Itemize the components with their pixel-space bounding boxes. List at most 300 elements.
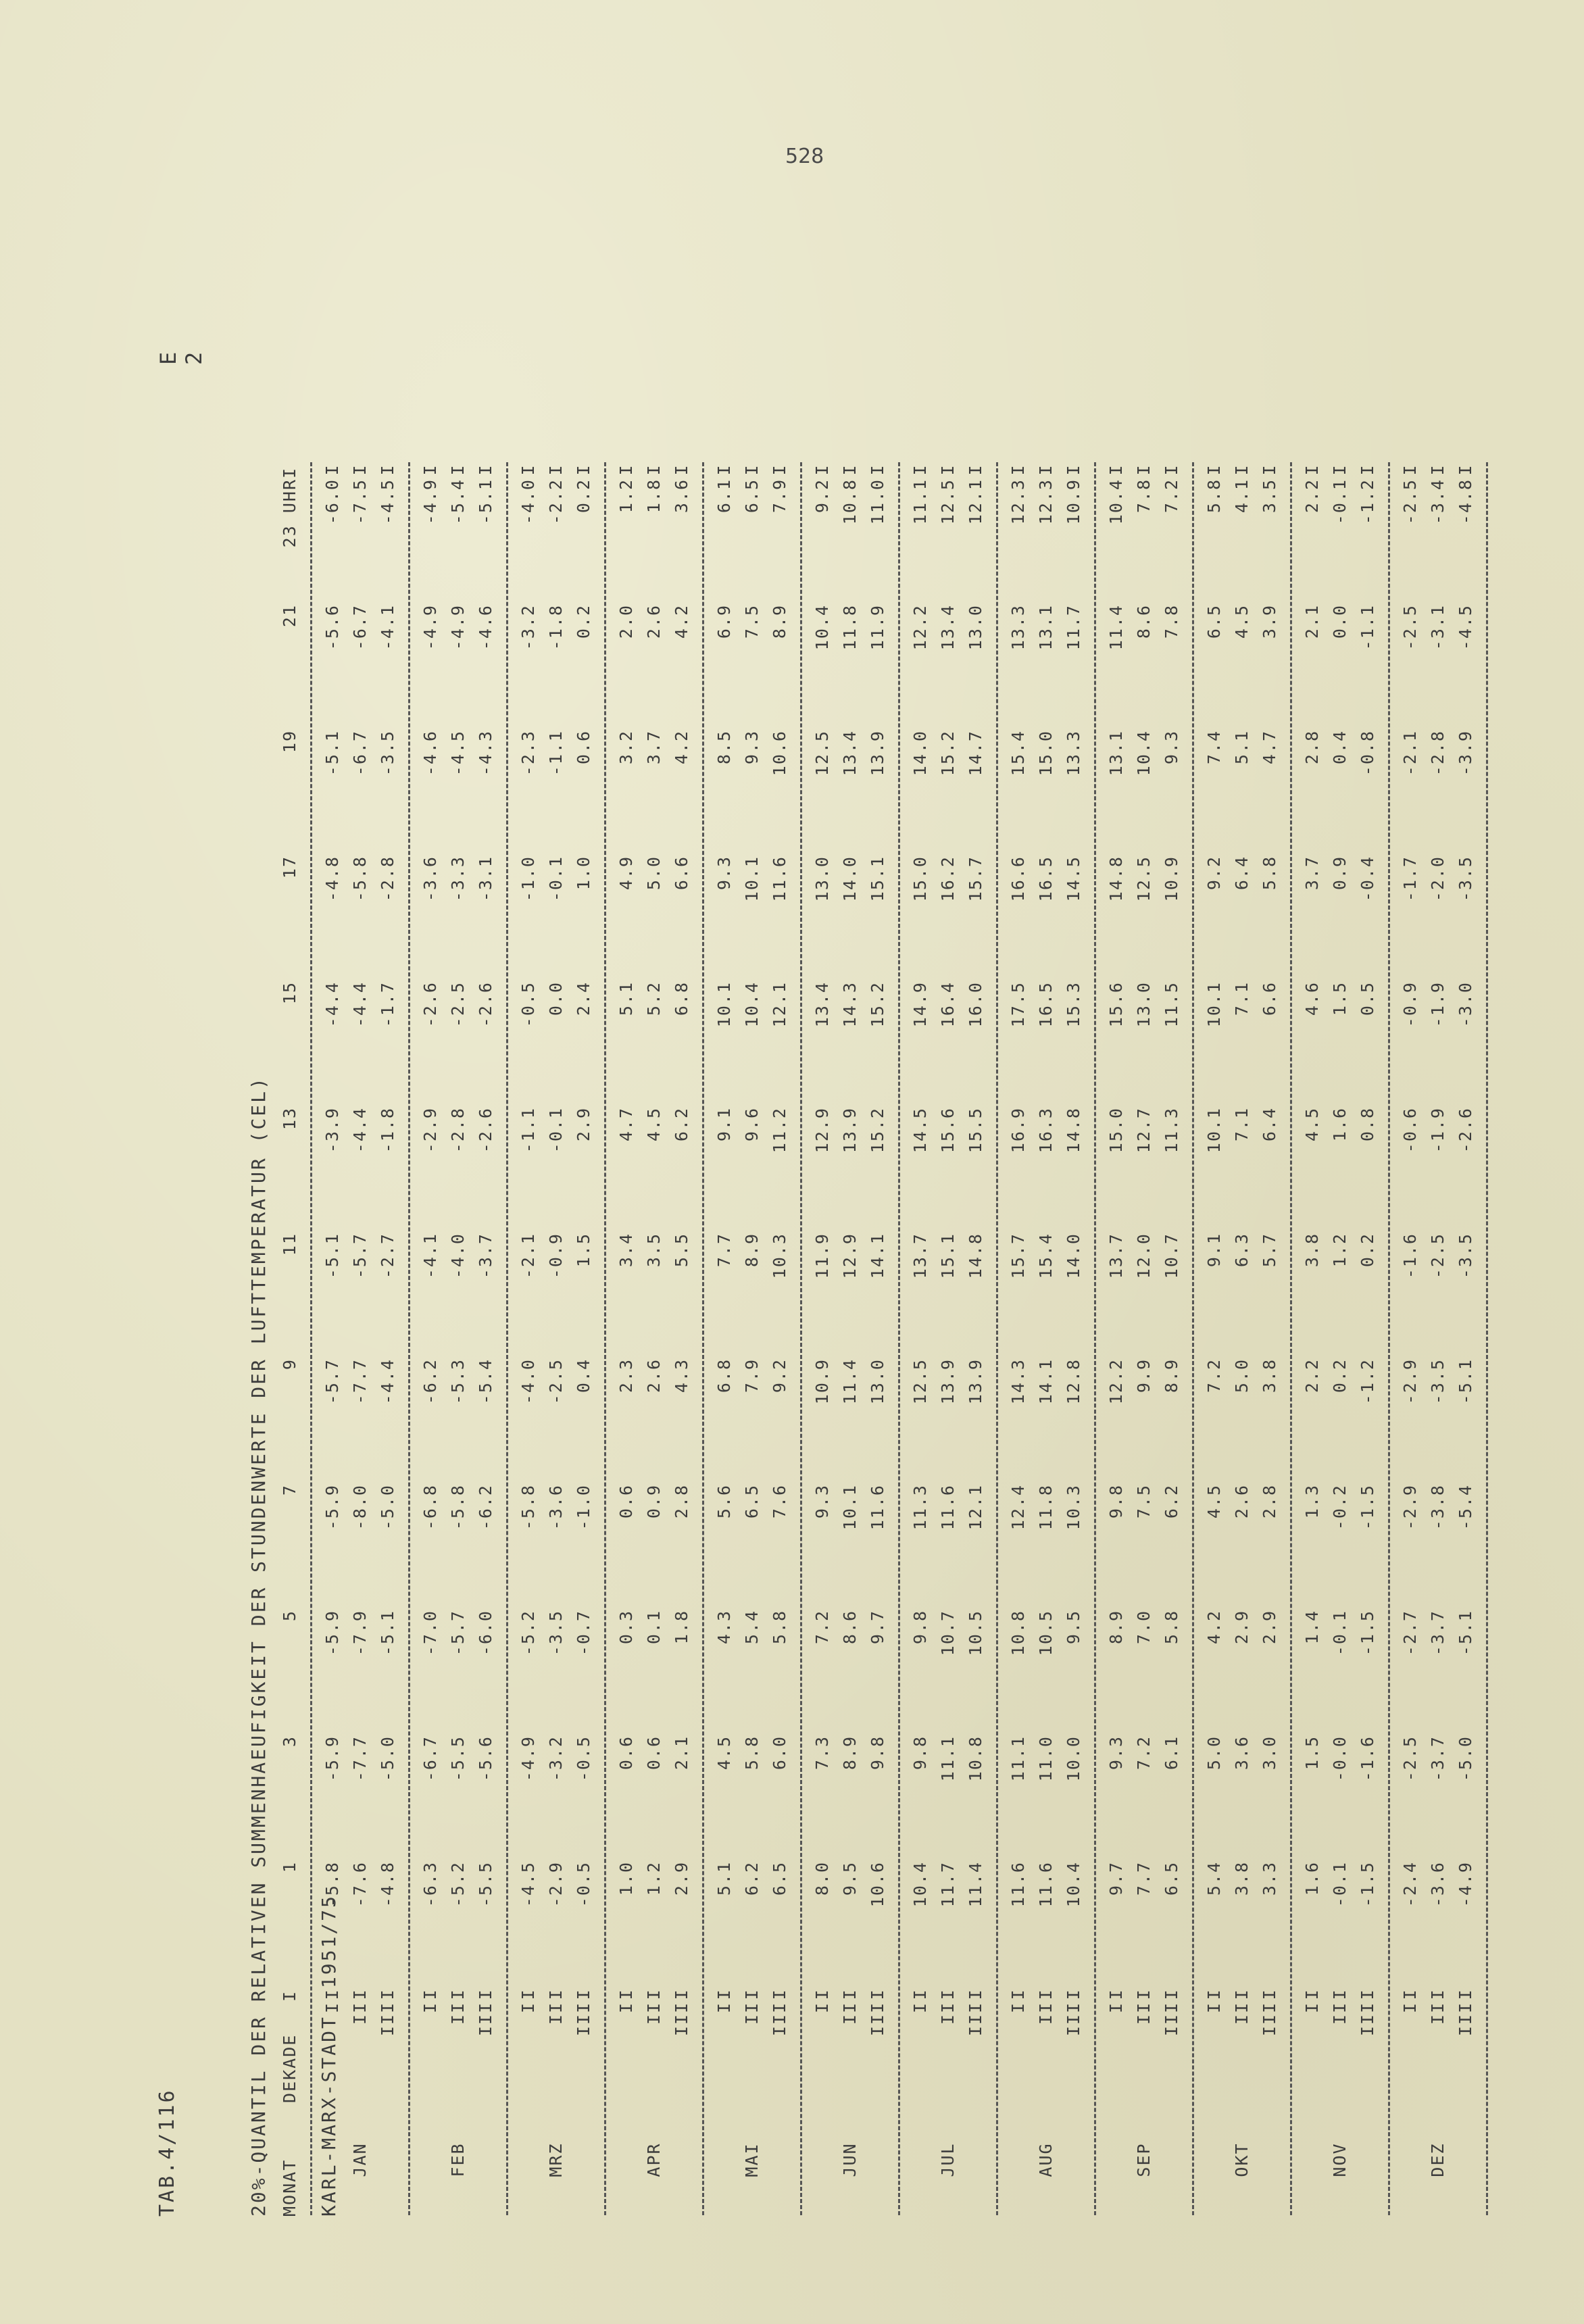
dekade-label: I (910, 2002, 930, 2014)
table-cell: 5.1 (616, 981, 636, 1016)
column-separator: I (672, 1988, 691, 2000)
table-cell: -1.7 (378, 981, 397, 1028)
table-cell: 11.1 (910, 478, 930, 525)
table-row (570, 461, 597, 2217)
table-cell: 6.6 (672, 856, 691, 891)
table-cell: -2.1 (518, 1233, 538, 1279)
table-row (836, 461, 864, 2217)
table-cell: -5.0 (378, 1484, 397, 1531)
table-row (864, 461, 891, 2217)
table-cell: 6.5 (1204, 604, 1224, 639)
table-cell: 6.5 (742, 1484, 762, 1519)
dekade-label: III (476, 2002, 495, 2037)
table-cell: 6.8 (672, 981, 691, 1016)
month-label (416, 2103, 444, 2217)
table-cell: 1.8 (644, 478, 664, 514)
dashed-line (1192, 462, 1194, 2215)
table-cell: 12.5 (1134, 856, 1154, 902)
dekade-label: I (1400, 2002, 1420, 2014)
table-cell: 7.2 (812, 1610, 832, 1645)
table-cell: 10.1 (1204, 1107, 1224, 1154)
table-cell: 7.9 (770, 478, 789, 514)
table-cell: 9.1 (714, 1107, 734, 1142)
table-cell: 10.3 (770, 1233, 789, 1279)
month-label (710, 2103, 738, 2217)
column-separator: I (476, 1988, 495, 2000)
table-row (318, 461, 346, 2217)
column-separator: I (868, 1988, 887, 2000)
dekade-label: I (1204, 2002, 1224, 2014)
header-hour: 3 (280, 1735, 299, 1748)
table-cell: 11.8 (1036, 1484, 1056, 1531)
dashed-separator-row (695, 461, 710, 2217)
table-cell: 12.5 (812, 730, 832, 776)
table-cell: 15.5 (966, 1107, 985, 1154)
table-row (906, 461, 934, 2217)
table-cell: 2.8 (1302, 730, 1322, 765)
table-cell: 14.5 (910, 1107, 930, 1154)
table-cell: 5.6 (714, 1484, 734, 1519)
table-cell: 9.2 (1204, 856, 1224, 891)
table-cell: 9.3 (742, 730, 762, 765)
table-cell: -0.7 (574, 1610, 593, 1656)
table-cell: 15.3 (1064, 981, 1083, 1028)
table-cell: -2.7 (1400, 1610, 1420, 1656)
month-label (864, 2103, 891, 2217)
dekade-label: I (1008, 2002, 1028, 2014)
table-cell: 1.3 (1302, 1484, 1322, 1519)
table-cell: -2.9 (1400, 1358, 1420, 1405)
table-cell: 10.6 (770, 730, 789, 776)
dashed-line (1388, 462, 1390, 2215)
month-label (1396, 2103, 1424, 2217)
dashed-line (1486, 462, 1488, 2215)
table-cell: -6.7 (350, 730, 370, 776)
table-cell: 6.5 (770, 1861, 789, 1896)
table-cell: 5.5 (672, 1233, 691, 1268)
table-cell: 5.0 (1232, 1358, 1252, 1393)
table-cell: 12.4 (1008, 1484, 1028, 1531)
table-cell: -5.0 (1456, 1735, 1475, 1782)
table-cell: 1.2 (616, 478, 636, 514)
table-cell: 4.6 (1302, 981, 1322, 1016)
table-cell: 7.6 (770, 1484, 789, 1519)
table-cell: 13.4 (812, 981, 832, 1028)
header-row (276, 461, 303, 2217)
table-cell: 0.2 (1358, 1233, 1377, 1268)
column-separator: I (1456, 464, 1475, 476)
dashed-separator (989, 461, 1004, 2217)
table-cell: -5.4 (476, 1358, 495, 1405)
table-cell: 0.9 (644, 1484, 664, 1519)
table-cell: -1.1 (546, 730, 566, 776)
table-row (766, 461, 793, 2217)
column-separator: I (616, 464, 636, 476)
table-cell: -5.1 (322, 1233, 342, 1279)
table-cell: 10.9 (812, 1358, 832, 1405)
dashed-line (1094, 462, 1096, 2215)
table-cell: 7.9 (742, 1358, 762, 1393)
column-separator: I (770, 464, 789, 476)
table-cell: 15.2 (868, 981, 887, 1028)
month-label (472, 2103, 499, 2217)
column-separator: I (322, 464, 342, 476)
table-cell: 14.7 (966, 730, 985, 776)
dekade-label: I (812, 2002, 832, 2014)
month-label (1256, 2103, 1283, 2217)
table-cell: 11.6 (1036, 1861, 1056, 1908)
table-cell: 5.0 (644, 856, 664, 891)
table-row (934, 461, 962, 2217)
table-cell: 11.1 (938, 1735, 958, 1782)
table-cell: -1.9 (1428, 1107, 1447, 1154)
table-cell: 2.0 (616, 604, 636, 639)
table-cell: 1.4 (1302, 1610, 1322, 1645)
table-cell: -3.7 (1428, 1735, 1447, 1782)
table-cell: 9.3 (1162, 730, 1181, 765)
table-cell: 3.4 (616, 1233, 636, 1268)
table-cell: 5.8 (1162, 1610, 1181, 1645)
column-separator: I (1162, 1988, 1181, 2000)
table-cell: 7.2 (1162, 478, 1181, 514)
table-cell: 8.9 (770, 604, 789, 639)
dekade-label: I (322, 2002, 342, 2014)
table-cell: -1.2 (1358, 478, 1377, 525)
table-cell: 4.2 (672, 604, 691, 639)
dashed-separator (1283, 461, 1298, 2217)
table-cell: 9.6 (742, 1107, 762, 1142)
table-cell: 0.3 (616, 1610, 636, 1645)
table-cell: 7.7 (1134, 1861, 1154, 1896)
table-cell: 12.3 (1036, 478, 1056, 525)
table-cell: 12.1 (966, 1484, 985, 1531)
table-cell: 6.8 (714, 1358, 734, 1393)
dekade-label: I (1302, 2002, 1322, 2014)
month-label: FEB (448, 2142, 468, 2177)
rotated-table-page (155, 324, 1475, 2217)
table-cell: 10.1 (742, 856, 762, 902)
column-separator: I (1400, 1988, 1420, 2000)
table-cell: 1.0 (574, 856, 593, 891)
month-label (668, 2103, 695, 2217)
header-hour: 7 (280, 1484, 299, 1496)
column-separator: I (910, 464, 930, 476)
column-separator: I (1260, 1988, 1279, 2000)
table-cell: 0.6 (616, 1735, 636, 1771)
table-cell: -3.0 (1456, 981, 1475, 1028)
table-cell: 3.8 (1302, 1233, 1322, 1268)
table-cell: 8.9 (1106, 1610, 1126, 1645)
table-cell: 0.5 (1358, 981, 1377, 1016)
dekade-label: I (714, 2002, 734, 2014)
table-cell: 6.4 (1260, 1107, 1279, 1142)
table-cell: 12.5 (938, 478, 958, 525)
header-hour: 21 (280, 604, 299, 628)
table-cell: -0.2 (1330, 1484, 1350, 1531)
table-cell: 0.6 (616, 1484, 636, 1519)
table-cell: 1.2 (644, 1861, 664, 1896)
table-cell: 7.1 (1232, 981, 1252, 1016)
table-cell: -3.1 (1428, 604, 1447, 651)
table-cell: 15.0 (910, 856, 930, 902)
table-row (1298, 461, 1326, 2217)
table-cell: -6.7 (420, 1735, 440, 1782)
table-row (514, 461, 542, 2217)
table-cell: -5.1 (378, 1610, 397, 1656)
title-line: 20%-QUANTIL DER RELATIVEN SUMMENHAEUFIGKEIT DER STUNDENWERTE DER LUFTTEMPERATUR (CEL) (247, 1076, 270, 2217)
table-cell: 10.7 (938, 1610, 958, 1656)
table-cell: 4.5 (644, 1107, 664, 1142)
period: 1951/75 (318, 1894, 340, 1989)
column-separator: I (966, 464, 985, 476)
table-cell: 13.9 (966, 1358, 985, 1405)
table-cell: 15.7 (1008, 1233, 1028, 1279)
month-label: MRZ (546, 2142, 566, 2177)
table-cell: 4.2 (672, 730, 691, 765)
table-cell: 10.0 (1064, 1735, 1083, 1782)
table-cell: 11.3 (1162, 1107, 1181, 1154)
table-cell: 12.9 (812, 1107, 832, 1154)
column-separator: I (1330, 464, 1350, 476)
table-cell: 2.9 (1232, 1610, 1252, 1645)
table-cell: -0.4 (1358, 856, 1377, 902)
header-hour: 19 (280, 730, 299, 753)
table-cell: -4.4 (350, 1107, 370, 1154)
table-cell: 9.3 (1106, 1735, 1126, 1771)
table-cell: 0.4 (574, 1358, 593, 1393)
header-hour: 17 (280, 856, 299, 879)
table-cell: 12.1 (966, 478, 985, 525)
table-cell: 7.2 (1204, 1358, 1224, 1393)
dekade-label: II (1134, 2002, 1154, 2025)
dashed-separator-row (1381, 461, 1396, 2217)
table-cell: -2.6 (476, 981, 495, 1028)
table-cell: 10.4 (1106, 478, 1126, 525)
dekade-label: II (1330, 2002, 1350, 2025)
dashed-separator-row (1185, 461, 1200, 2217)
column-separator: I (938, 1988, 958, 2000)
table-cell: 3.6 (1232, 1735, 1252, 1771)
month-label (766, 2103, 793, 2217)
table-cell: 16.0 (966, 981, 985, 1028)
table-cell: 12.9 (840, 1233, 860, 1279)
column-separator: I (966, 1988, 985, 2000)
dashed-separator-row (597, 461, 612, 2217)
table-cell: 10.8 (1008, 1610, 1028, 1656)
table-cell: -5.1 (322, 730, 342, 776)
dashed-line (604, 462, 606, 2215)
table-cell: 5.1 (714, 1861, 734, 1896)
table-cell: -6.0 (322, 478, 342, 525)
table-cell: 3.7 (1302, 856, 1322, 891)
dashed-separator-row (303, 461, 318, 2217)
table-cell: 4.5 (1204, 1484, 1224, 1519)
table-row (1158, 461, 1185, 2217)
table-cell: -7.5 (350, 478, 370, 525)
table-cell: -4.5 (1456, 604, 1475, 651)
dashed-separator (1185, 461, 1200, 2217)
column-separator: I (518, 464, 538, 476)
table-cell: 6.5 (1162, 1861, 1181, 1896)
table-cell: -4.1 (420, 1233, 440, 1279)
column-separator: I (378, 464, 397, 476)
table-cell: 14.0 (840, 856, 860, 902)
table-cell: -2.0 (1428, 856, 1447, 902)
table-cell: 12.2 (1106, 1358, 1126, 1405)
table-cell: -0.0 (1330, 1735, 1350, 1782)
table-cell: -4.0 (448, 1233, 468, 1279)
table-cell: -4.9 (448, 604, 468, 651)
table-cell: 9.5 (1064, 1610, 1083, 1645)
table-cell: -2.3 (518, 730, 538, 776)
table-cell: -1.6 (1400, 1233, 1420, 1279)
table-cell: 4.5 (1232, 604, 1252, 639)
table-cell: -2.7 (378, 1233, 397, 1279)
table-cell: 3.5 (1260, 478, 1279, 514)
table-row (962, 461, 989, 2217)
table-cell: -8.0 (350, 1484, 370, 1531)
column-separator: I (1400, 464, 1420, 476)
table-cell: -3.2 (546, 1735, 566, 1782)
table-cell: 1.2 (1330, 1233, 1350, 1268)
table-cell: 8.0 (812, 1861, 832, 1896)
dekade-label: II (840, 2002, 860, 2025)
table-cell: 15.6 (938, 1107, 958, 1154)
dashed-separator (1087, 461, 1102, 2217)
column-separator: I (1162, 464, 1181, 476)
dashed-line (408, 462, 410, 2215)
table-cell: 13.9 (868, 730, 887, 776)
dashed-separator (1381, 461, 1396, 2217)
table-cell: -6.8 (420, 1484, 440, 1531)
table-cell: -0.9 (546, 1233, 566, 1279)
table-cell: 4.7 (1260, 730, 1279, 765)
table-cell: 5.0 (1204, 1735, 1224, 1771)
table-cell: -1.2 (1358, 1358, 1377, 1405)
column-separator: I (378, 1988, 397, 2000)
table-cell: -2.4 (1400, 1861, 1420, 1908)
table-cell: -1.9 (1428, 981, 1447, 1028)
month-label: JUN (840, 2142, 860, 2177)
table-cell: 0.2 (1330, 1358, 1350, 1393)
table-cell: 8.5 (714, 730, 734, 765)
column-separator: I (574, 464, 593, 476)
table-cell: 6.6 (1260, 981, 1279, 1016)
table-cell: -7.0 (420, 1610, 440, 1656)
table-cell: 12.5 (910, 1358, 930, 1405)
table-cell: 13.4 (938, 604, 958, 651)
column-separator: I (840, 1988, 860, 2000)
column-separator: I (1204, 1988, 1224, 2000)
column-separator: I (1232, 464, 1252, 476)
table-cell: 0.1 (644, 1610, 664, 1645)
column-separator: I (1302, 464, 1322, 476)
month-label (318, 2103, 346, 2217)
table-row (1200, 461, 1228, 2217)
table-cell: -5.4 (1456, 1484, 1475, 1531)
dekade-label: II (1428, 2002, 1447, 2025)
table-row (1060, 461, 1087, 2217)
column-separator: I (574, 1988, 593, 2000)
table-cell: -3.5 (1428, 1358, 1447, 1405)
table-cell: 4.2 (1204, 1610, 1224, 1645)
table-cell: 7.1 (1232, 1107, 1252, 1142)
column-separator: I (644, 1988, 664, 2000)
table-cell: 8.6 (1134, 604, 1154, 639)
table-cell: 6.1 (714, 478, 734, 514)
month-label: AUG (1036, 2142, 1056, 2177)
dashed-separator-row (401, 461, 416, 2217)
table-cell: 4.3 (672, 1358, 691, 1393)
table-cell: 6.9 (714, 604, 734, 639)
dekade-label: II (448, 2002, 468, 2025)
table-cell: 13.0 (966, 604, 985, 651)
dekade-label: II (938, 2002, 958, 2025)
table-cell: -2.6 (1456, 1107, 1475, 1154)
table-cell: 12.2 (910, 604, 930, 651)
table-cell: 10.9 (1162, 856, 1181, 902)
table-row (1452, 461, 1479, 2217)
table-cell: 12.8 (1064, 1358, 1083, 1405)
table-cell: -0.1 (1330, 1610, 1350, 1656)
table-cell: 5.8 (1204, 478, 1224, 514)
table-cell: 2.9 (574, 1107, 593, 1142)
table-cell: 11.5 (1162, 981, 1181, 1028)
dekade-label: III (770, 2002, 789, 2037)
table-cell: 10.8 (840, 478, 860, 525)
table-cell: 6.5 (742, 478, 762, 514)
column-separator: I (672, 464, 691, 476)
table-cell: 11.9 (868, 604, 887, 651)
table-cell: 10.4 (812, 604, 832, 651)
table-cell: -5.9 (322, 1484, 342, 1531)
table-cell: 7.5 (1134, 1484, 1154, 1519)
table-cell: 4.5 (714, 1735, 734, 1771)
table-cell: -4.8 (322, 856, 342, 902)
table-cell: -4.4 (322, 981, 342, 1028)
table-cell: 2.9 (672, 1861, 691, 1896)
table-cell: -4.9 (518, 1735, 538, 1782)
dekade-label: III (672, 2002, 691, 2037)
table-cell: -3.6 (420, 856, 440, 902)
dashed-separator (303, 461, 318, 2217)
table-cell: 16.5 (1036, 981, 1056, 1028)
column-separator: I (1358, 1988, 1377, 2000)
month-label: JAN (350, 2142, 370, 2177)
table-cell: -4.5 (448, 730, 468, 776)
month-label (1200, 2103, 1228, 2217)
dashed-separator (695, 461, 710, 2217)
table-cell: 14.5 (1064, 856, 1083, 902)
table-cell: -5.5 (476, 1861, 495, 1908)
column-separator: I (1358, 464, 1377, 476)
table-cell: 16.9 (1008, 1107, 1028, 1154)
table-cell: 14.8 (1064, 1107, 1083, 1154)
table-cell: -3.5 (378, 730, 397, 776)
table-cell: 1.6 (1330, 1107, 1350, 1142)
dekade-label: I (1106, 2002, 1126, 2014)
table-cell: 7.8 (1162, 604, 1181, 639)
dashed-line (1290, 462, 1292, 2215)
table-cell: -2.1 (1400, 730, 1420, 776)
table-cell: -3.8 (1428, 1484, 1447, 1531)
table-cell: 2.4 (574, 981, 593, 1016)
table-cell: 9.1 (1204, 1233, 1224, 1268)
column-separator: I (350, 1988, 370, 2000)
table-cell: -5.9 (322, 1735, 342, 1782)
table-cell: -4.5 (518, 1861, 538, 1908)
table-cell: 5.8 (770, 1610, 789, 1645)
